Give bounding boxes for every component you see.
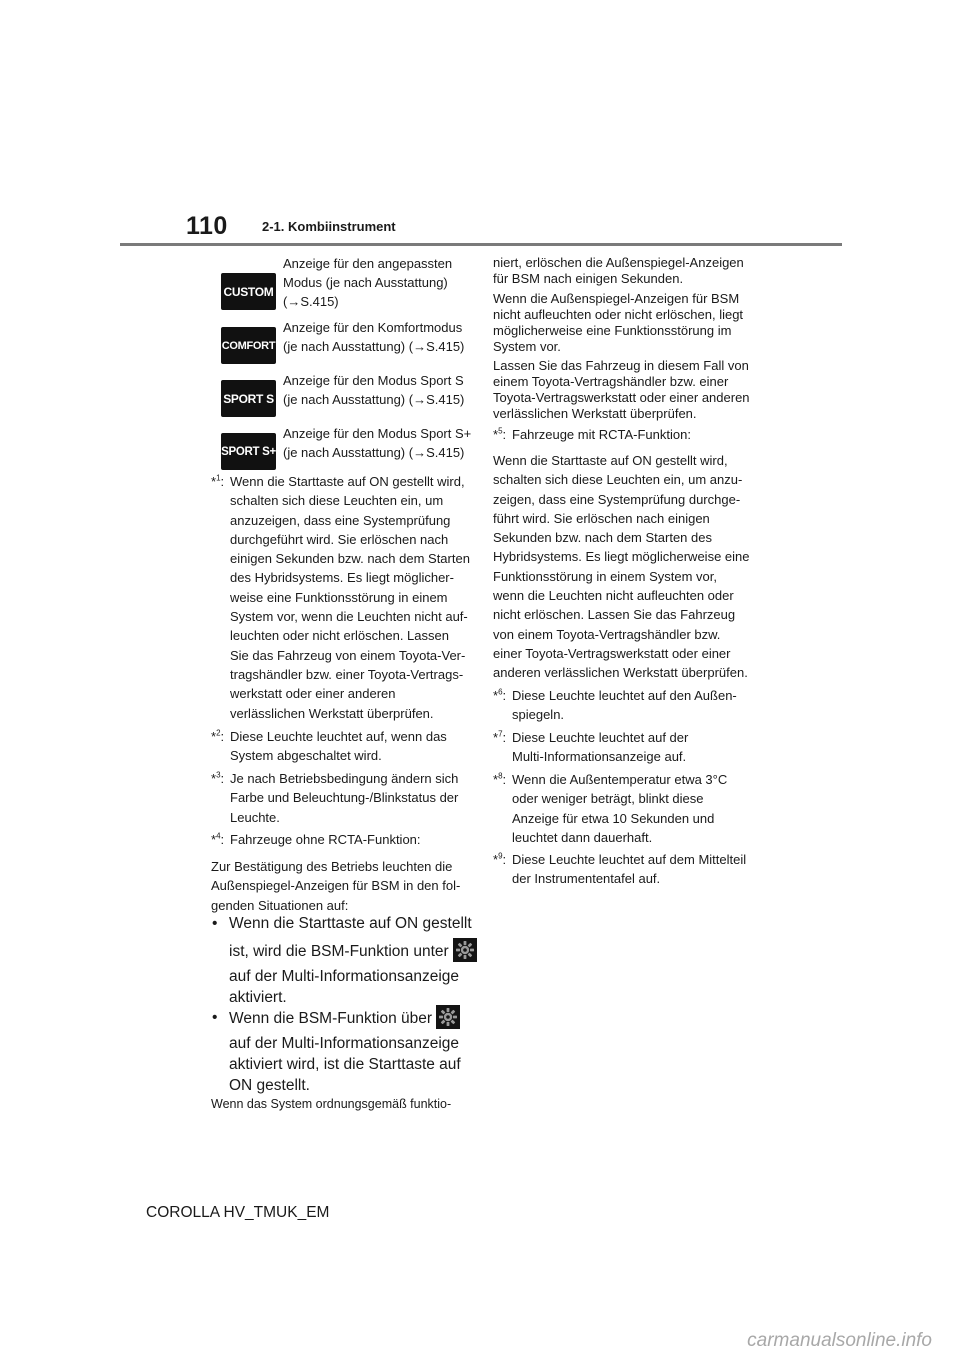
bullet-item: • Wenn die Starttaste auf ON gestellt ist, wird die BSM-Funktion unter auf der Multi-Informationsanzeige aktiviert. [212,913,492,1008]
indicator-description: Anzeige für den Modus Sport S+ (je nach Ausstattung) (→S.415) [283,426,472,460]
indicator-description: Anzeige für den angepassten Modus (je nach Ausstattung) (→S.415) [283,256,453,309]
bullet-item: • Wenn die BSM-Funktion über auf der Multi-Informationsanzeige aktiviert wird, ist die Starttaste auf ON gestellt. [212,1007,492,1096]
settings-gear-icon [453,938,477,962]
indicator-description: Anzeige für den Modus Sport S (je nach Ausstattung) (→S.415) [283,373,465,407]
paragraph-continued: Wenn das System ordnungsgemäß funktio- [211,1097,452,1111]
right-paragraph: niert, erlöschen die Außenspiegel-Anzeigen für BSM nach einigen Sekunden. [493,255,744,286]
sport-s-mode-icon: SPORT S [221,380,276,417]
rcta-paragraph: Wenn die Starttaste auf ON gestellt wird, schalten sich diese Leuchten ein, um anzu- zeigen, dass eine Systemprüfung durchge- führt wird. Sie erlöschen nach einigen Sekunden bzw. nach dem Starten des Hybridsystems. Es liegt möglicherweise eine Funktionsstörung in einem System vor, wenn die Leuchten nicht aufleuchten oder nicht erlöschen. Lassen Sie das Fahrzeug von einem Toyota-Vertragshändler bzw. einer Toyota-Vertragswerkstatt oder einer anderen verlässlichen Werkstatt überprüfen. [493,453,750,681]
footnote-4: *$^4$: Fahrzeuge ohne RCTA-Funktion: [211,831,421,847]
footnote-3: *$^3$: Je nach Betriebsbedingung ändern sich Farbe und Beleuchtung-/Blinkstatus der Leuchte. [211,770,459,825]
footnote-5: *$^5$: Fahrzeuge mit RCTA-Funktion: [493,426,691,442]
section-title: 2-1. Kombiinstrument [262,219,396,234]
page-number: 110 [186,212,228,240]
document-footer: COROLLA HV_TMUK_EM [146,1204,330,1221]
sport-s-plus-mode-icon: SPORT S+ [221,433,276,470]
right-paragraph: Lassen Sie das Fahrzeug in diesem Fall von einem Toyota-Vertragshändler bzw. einer Toyota-Vertragswerkstatt oder einer anderen verlässlichen Werkstatt überprüfen. [493,358,750,421]
comfort-mode-icon: COMFORT [221,327,276,364]
footnote-2: *$^2$: Diese Leuchte leuchtet auf, wenn das System abgeschaltet wird. [211,728,447,764]
watermark: carmanualsonline.info [747,1330,932,1351]
footnote-1: *$^1$: Wenn die Starttaste auf ON gestellt wird, schalten sich diese Leuchten ein, um anzuzeigen, dass eine Systemprüfung durchgeführt wird. Sie erlöschen nach einigen Sekunden bzw. nach dem Starten des Hybridsystems. Es liegt möglicher- weise eine Funktionsstörung in einem System vor, wenn die Leuchten nicht auf- leuchten oder nicht erlöschen. Lassen Sie das Fahrzeug von einem Toyota-Ver- tragshändler bzw. einer Toyota-Vertrags- werkstatt oder einer anderen verlässlichen Werkstatt überprüfen. [211,473,470,721]
footnote-8: *$^8$: Wenn die Außentemperatur etwa 3°C oder weniger beträgt, blinkt diese Anzeige für etwa 10 Sekunden und leuchtet dann dauerhaft. [493,771,728,845]
footnote-7: *$^7$: Diese Leuchte leuchtet auf der Multi-Informationsanzeige auf. [493,729,689,765]
footnote-6: *$^6$: Diese Leuchte leuchtet auf den Außen- spiegeln. [493,687,737,723]
settings-gear-icon [436,1005,460,1029]
indicator-description: Anzeige für den Komfortmodus (je nach Ausstattung) (→S.415) [283,320,465,354]
custom-mode-icon: CUSTOM [221,273,276,310]
header-divider [120,243,842,246]
footnote-9: *$^9$: Diese Leuchte leuchtet auf dem Mittelteil der Instrumententafel auf. [493,851,747,887]
bsm-intro-paragraph: Zur Bestätigung des Betriebs leuchten die Außenspiegel-Anzeigen für BSM in den fol- genden Situationen auf: [211,859,461,913]
right-paragraph: Wenn die Außenspiegel-Anzeigen für BSM nicht aufleuchten oder nicht erlöschen, liegt möglicherweise eine Funktionsstörung im System vor. [493,291,744,354]
